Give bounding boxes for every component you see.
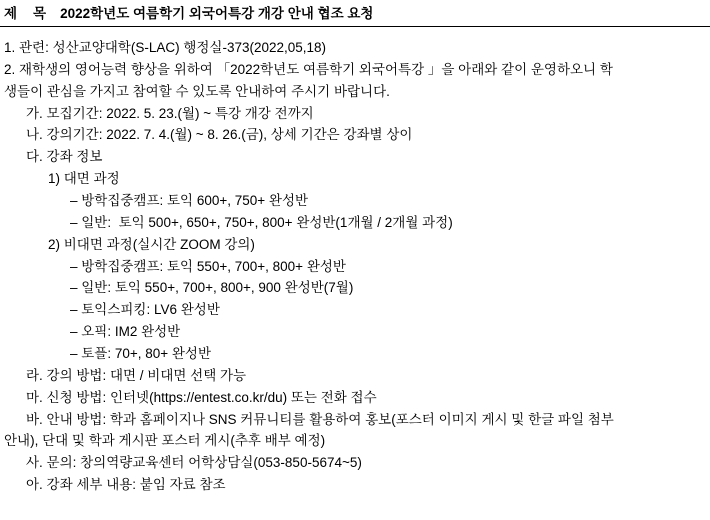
body-line: – 오픽: IM2 완성반 <box>70 324 181 340</box>
body-line: – 방학집중캠프: 토익 600+, 750+ 완성반 <box>70 193 309 209</box>
body-line: 생들이 관심을 가지고 참여할 수 있도록 안내하여 주시기 바랍니다. <box>4 83 390 99</box>
body-line: 1. 관련: 성산교양대학(S-LAC) 행정실-373(2022,05,18) <box>4 40 327 55</box>
body-line: 다. 강좌 정보 <box>26 149 103 165</box>
body-line: 2) 비대면 과정(실시간 ZOOM 강의) <box>48 236 255 252</box>
body-line: 안내), 단대 및 학과 게시판 포스터 게시(추후 배부 예정) <box>4 433 326 449</box>
body-line: – 방학집중캠프: 토익 550+, 700+, 800+ 완성반 <box>70 258 346 274</box>
header-label-subject-je: 제 <box>4 6 18 21</box>
body-line: 마. 신청 방법: 인터넷(https://entest.co.kr/du) 또는 전화 접수 <box>26 389 377 405</box>
body-line: 2. 재학생의 영어능력 향상을 위하여 「2022학년도 여름학기 외국어특강 」을 아래와 같이 운영하오니 학 <box>4 61 613 77</box>
document-body <box>0 27 710 496</box>
header-label-subject-mok: 목 <box>33 6 47 21</box>
document-title: 2022학년도 여름학기 외국어특강 개강 안내 협조 요청 <box>60 6 374 21</box>
body-line: 아. 강좌 세부 내용: 붙임 자료 참조 <box>26 477 226 493</box>
body-line: – 토익스피킹: LV6 완성반 <box>70 302 220 318</box>
body-line: – 일반: 토익 550+, 700+, 800+, 900 완성반(7월) <box>70 280 354 296</box>
body-line: 사. 문의: 창의역량교육센터 어학상담실(053-850-5674~5) <box>26 455 362 471</box>
body-line: 가. 모집기간: 2022. 5. 23.(월) ~ 특강 개강 전까지 <box>26 105 314 121</box>
body-line: 라. 강의 방법: 대면 / 비대면 선택 가능 <box>26 367 247 383</box>
body-line: 바. 안내 방법: 학과 홈페이지나 SNS 커뮤니티를 활용하여 홍보(포스터 이미지 게시 및 한글 파일 첨부 <box>26 411 614 427</box>
body-line: – 일반: 토익 500+, 650+, 750+, 800+ 완성반(1개월 / 2개월 과정) <box>70 214 453 230</box>
body-line: 나. 강의기간: 2022. 7. 4.(월) ~ 8. 26.(금), 상세 기간은 강좌별 상이 <box>26 127 413 143</box>
document-header <box>0 0 710 25</box>
body-line: – 토플: 70+, 80+ 완성반 <box>70 346 212 362</box>
body-line: 1) 대면 과정 <box>48 171 120 187</box>
